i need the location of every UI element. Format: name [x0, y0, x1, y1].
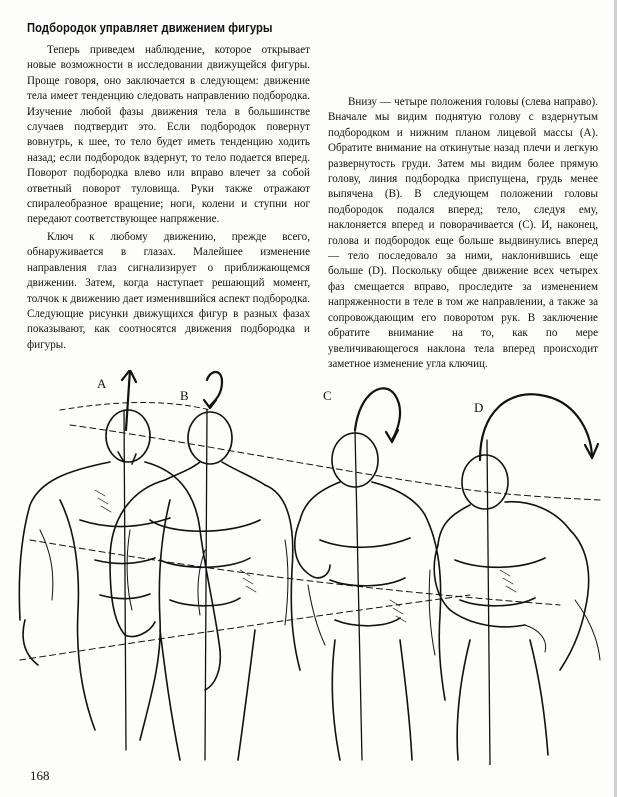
paragraph: Теперь приведем наблюдение, которое открывает новые возможности в исследовании движущейся фигуры. Проще говоря, оно заключается в следующем: движение тела имеет тенденцию следовать направлению подбородка. Изучение любой фазы движения тела в большинстве случаев подтвердит это. Если подбородок повернут вовнутрь, к шее, то тело будет иметь тенденцию ходить назад; если подбородок вздернут, то тело подается вперед. Поворот подбородка влево или вправо влечет за собой ответный поворот туловища. Руки также отражают спиралеобразное вращение; ноги, колени и ступни ног передают соответствующее напряжение.	[27, 44, 310, 226]
left-text-column	[27, 43, 310, 353]
section-heading: Подбородок управляет движением фигуры	[27, 20, 273, 35]
right-text-column	[328, 95, 598, 372]
figures-drawing	[0, 370, 617, 765]
shading-strokes	[95, 490, 516, 622]
figure-d	[434, 394, 600, 765]
figure-label-c: C	[323, 388, 332, 403]
page-number: 168	[30, 768, 50, 783]
figure-label-b: B	[180, 388, 189, 403]
paragraph: Ключ к любому движению, прежде всего, обнаруживается в глазах. Малейшее изменение направления глаз сигнализирует о приближающемся движении. Затем, когда наступает решающий момент, толчок к движению дает изменившийся аспект подбородка. Следующие рисунки движущихся фигур в разных фазах показывают, как соотносятся движения подбородка и фигуры.	[27, 230, 310, 351]
figure-label-a: A	[97, 376, 107, 391]
figure-label-d: D	[474, 400, 484, 415]
figure-illustration	[0, 370, 617, 765]
paragraph: Внизу — четыре положения головы (слева направо). Вначале мы видим поднятую голову с вздернутым подбородком и нижним планом лицевой массы (А). Обратите внимание на откинутые назад плечи и легкую развернутость груди. Затем мы видим более прямую голову, линия подбородка приспущена, грудь менее выпячена (В). В следующем положении головы подбородок подался вперед; тело, следуя ему, наклоняется вперед и поворачивается (С). И, наконец, голова и подбородок еще больше выдвинулись вперед — тело последовало за ними, наклонившись еще больше (D). Поскольку общее движение всех четырех фаз смещается вправо, проследите за изменением напряженности в теле в том же направлении, а также за сопровождающим его поворотом рук. В заключение обратите внимание на то, как по мере увеличивающегося наклона тела вперед происходит заметное изменение угла ключиц.	[328, 96, 598, 370]
figure-c	[295, 388, 445, 760]
hip-direction-line	[20, 595, 470, 660]
